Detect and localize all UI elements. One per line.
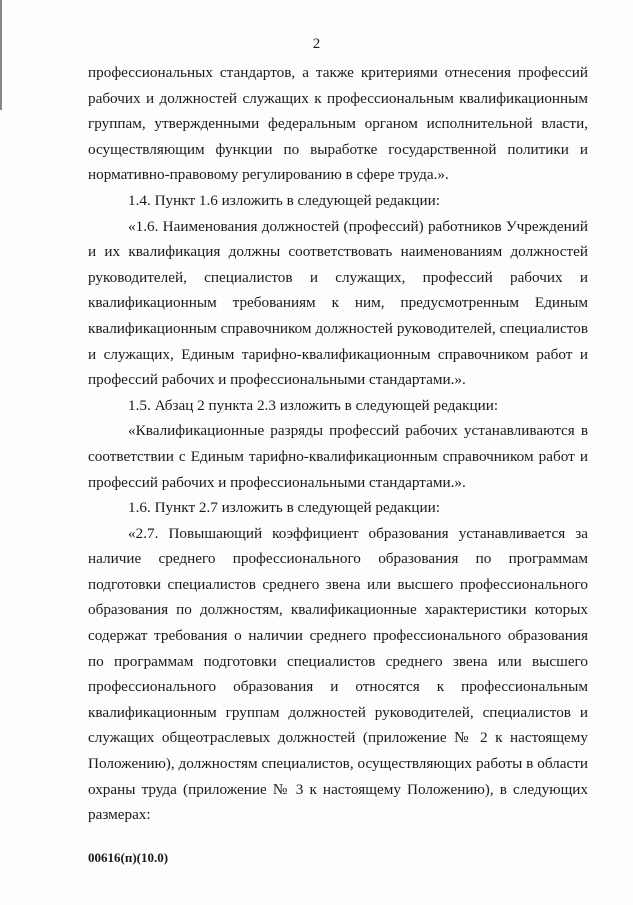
document-body: [88, 60, 588, 828]
paragraph-item-1-6: 1.6. Пункт 2.7 изложить в следующей редакции:: [128, 499, 441, 517]
page-number: 2: [312, 36, 321, 52]
paragraph-item-1-5: 1.5. Абзац 2 пункта 2.3 изложить в следующей редакции:: [128, 396, 499, 414]
document-code: 00616(п)(10.0): [88, 850, 169, 865]
scan-edge-line: [0, 0, 2, 110]
paragraph-clause-2-7: «2.7. Повышающий коэффициент образования устанавливается за наличие среднего профессионального образования по программам подготовки специалистов среднего звена или высшего профессионального образования по должностям, квалификационные характеристики которых содержат требования о наличии среднего профессионального образования по программам подготовки специалистов среднего звена или высшего профессионального образования и относятся к профессиональным квалификационным группам должностей руководителей, специалистов и служащих общеотраслевых должностей (приложение № 2 к настоящему Положению), должностям специалистов, осуществляющих работы в области охраны труда (приложение № 3 к настоящему Положению), в следующих размерах:: [88, 524, 588, 824]
paragraph-clause-1-6: «1.6. Наименования должностей (профессий) работников Учреждений и их квалификация должны соответствовать наименованиям должностей руководителей, специалистов и служащих, профессий рабочих и квалификационным требованиям к ним, предусмотренным Единым квалификационным справочником должностей руководителей, специалистов и служащих, Единым тарифно-квалификационным справочником работ и профессий рабочих и профессиональными стандартами.».: [88, 217, 588, 389]
paragraph-item-1-4: 1.4. Пункт 1.6 изложить в следующей редакции:: [128, 191, 441, 209]
paragraph-continuation: профессиональных стандартов, а также критериями отнесения профессий рабочих и должностей служащих к профессиональным квалификационным группам, утвержденными федеральным органом исполнительной власти, осуществляющим функции по выработке государственной политики и нормативно-правовому регулированию в сфере труда.».: [88, 64, 588, 184]
paragraph-qualification-grades: «Квалификационные разряды профессий рабочих устанавливаются в соответствии с Единым тарифно-квалификационным справочником работ и профессий рабочих и профессиональными стандартами.».: [88, 422, 588, 491]
